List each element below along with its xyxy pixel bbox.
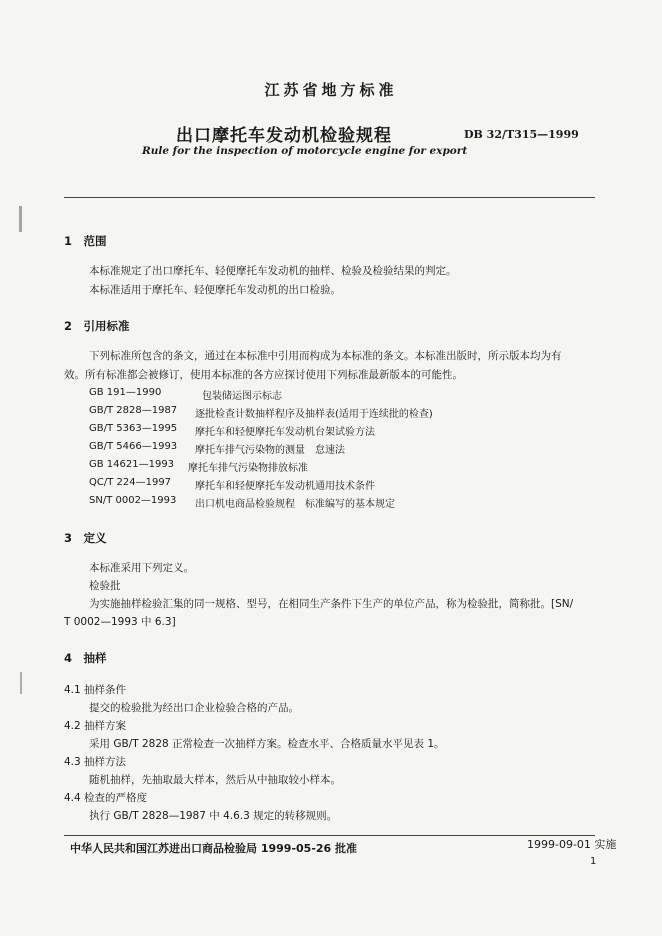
- reference-title: 摩托车和轻便摩托车发动机通用技术条件: [195, 481, 375, 492]
- subsection-heading: 4.1 抽样条件: [64, 684, 127, 696]
- standard-type: 江苏省地方标准: [264, 81, 398, 99]
- section-2-paragraph: 效。所有标准都会被修订，使用本标准的各方应探讨使用下列标准最新版本的可能性。: [64, 369, 463, 381]
- section-2-heading: 2 引用标准: [64, 319, 130, 333]
- definition-text: T 0002—1993 中 6.3]: [64, 616, 176, 628]
- subsection-text: 采用 GB/T 2828 正常检查一次抽样方案。检查水平、合格质量水平见表 1。: [89, 738, 445, 750]
- effective-date: 1999-09-01 实施: [527, 838, 617, 851]
- reference-title: 逐批检查计数抽样程序及抽样表(适用于连续批的检查): [195, 409, 433, 420]
- issuing-authority: 中华人民共和国江苏进出口商品检验局 1999-05-26 批准: [70, 842, 358, 855]
- page-number: 1: [590, 856, 597, 867]
- section-3-paragraph: 本标准采用下列定义。: [89, 562, 194, 574]
- section-1-paragraph: 本标准规定了出口摩托车、轻便摩托车发动机的抽样、检验及检验结果的判定。: [89, 265, 457, 277]
- subsection-heading: 4.3 抽样方法: [64, 756, 127, 768]
- reference-title: 包装储运图示标志: [202, 391, 282, 402]
- section-1-heading: 1 范围: [64, 234, 107, 248]
- header-divider: [64, 197, 595, 198]
- definition-term: 检验批: [89, 580, 121, 592]
- reference-title: 摩托车排气污染物排放标准: [188, 463, 308, 474]
- subsection-text: 随机抽样，先抽取最大样本，然后从中抽取较小样本。: [89, 774, 341, 786]
- reference-code: QC/T 224—1997: [89, 477, 172, 488]
- document-number: DB 32/T315—1999: [464, 128, 579, 141]
- footer-divider: [64, 835, 595, 836]
- section-3-heading: 3 定义: [64, 531, 107, 545]
- subsection-text: 执行 GB/T 2828—1987 中 4.6.3 规定的转移规则。: [89, 810, 338, 822]
- reference-title: 摩托车排气污染物的测量 怠速法: [195, 445, 345, 456]
- english-title: Rule for the inspection of motorcycle engine for export: [142, 145, 468, 157]
- reference-code: GB 14621—1993: [89, 459, 175, 470]
- reference-code: GB/T 2828—1987: [89, 405, 178, 416]
- subsection-heading: 4.2 抽样方案: [64, 720, 127, 732]
- document-title: 出口摩托车发动机检验规程: [176, 126, 392, 146]
- reference-code: SN/T 0002—1993: [89, 495, 177, 506]
- reference-code: GB 191—1990: [89, 387, 162, 398]
- subsection-heading: 4.4 检查的严格度: [64, 792, 148, 804]
- reference-code: GB/T 5363—1995: [89, 423, 178, 434]
- reference-title: 出口机电商品检验规程 标准编写的基本规定: [195, 499, 395, 510]
- section-1-paragraph: 本标准适用于摩托车、轻便摩托车发动机的出口检验。: [89, 284, 341, 296]
- subsection-text: 提交的检验批为经出口企业检验合格的产品。: [89, 702, 299, 714]
- binding-mark: [20, 672, 22, 694]
- section-4-heading: 4 抽样: [64, 651, 107, 665]
- reference-title: 摩托车和轻便摩托车发动机台架试验方法: [195, 427, 375, 438]
- reference-code: GB/T 5466—1993: [89, 441, 178, 452]
- section-2-paragraph: 下列标准所包含的条文，通过在本标准中引用而构成为本标准的条文。本标准出版时，所示版本均为有: [89, 350, 562, 362]
- definition-text: 为实施抽样检验汇集的同一规格、型号，在相同生产条件下生产的单位产品，称为检验批，简称批。[SN/: [89, 598, 574, 610]
- binding-mark: [19, 206, 22, 232]
